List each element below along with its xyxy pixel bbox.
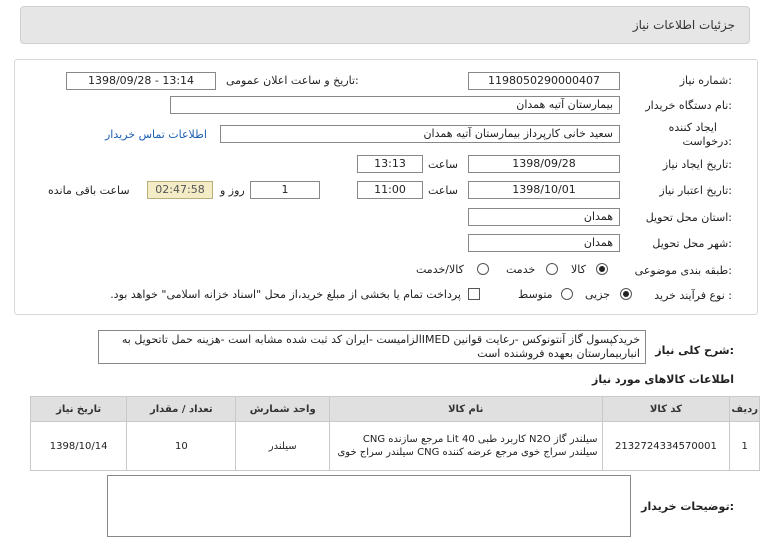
city-label: شهر محل تحویل: — [652, 237, 732, 250]
remaining-time-field: 02:47:58 — [147, 181, 213, 199]
buyer-notes-box — [107, 475, 631, 537]
category-goods-label: کالا — [571, 263, 586, 276]
row-unit: سیلندر — [236, 422, 330, 471]
validity-date-field: 1398/10/01 — [468, 181, 620, 199]
category-service-radio[interactable] — [546, 263, 558, 275]
days-field: 1 — [250, 181, 320, 199]
province-field: همدان — [468, 208, 620, 226]
purchase-medium-label: متوسط — [518, 288, 553, 301]
purchase-minor-label: جزیی — [585, 288, 611, 301]
need-number-label: شماره نیاز: — [679, 74, 732, 87]
category-goods-radio[interactable] — [596, 263, 608, 275]
category-goods-service-radio[interactable] — [477, 263, 489, 275]
purchase-minor-radio[interactable] — [620, 288, 632, 300]
buyer-notes-label: توضیحات خریدار: — [641, 500, 734, 513]
row-quantity: 10 — [127, 422, 236, 471]
header-quantity: تعداد / مقدار — [127, 397, 236, 422]
city-field: همدان — [468, 234, 620, 252]
goods-table-header — [31, 397, 760, 422]
purchase-medium-radio[interactable] — [561, 288, 573, 300]
buyer-org-label: نام دستگاه خریدار: — [645, 99, 732, 112]
category-service-label: خدمت — [506, 263, 536, 276]
created-date-field: 1398/09/28 — [468, 155, 620, 173]
header-need-date: تاریخ نیاز — [31, 397, 127, 422]
announce-field: 1398/09/28 - 13:14 — [66, 72, 216, 90]
creator-label-line1: ایجاد کننده — [668, 121, 717, 134]
province-label: استان محل تحویل: — [645, 211, 732, 224]
description-text: خریدکپسول گاز آنتونوکس -رعایت قوانین IMEDالزامیست -ایران کد ثبت شده مشابه است -هزینه حمل تاتحویل به انباربیمارستان بعهده فروشنده است — [98, 330, 646, 364]
validity-date-label: تاریخ اعتبار نیاز: — [659, 184, 732, 197]
goods-section-title: اطلاعات کالاهای مورد نیاز — [592, 373, 734, 386]
remaining-time-label: ساعت باقی مانده — [48, 184, 130, 197]
row-need-date: 1398/10/14 — [31, 422, 127, 471]
need-number-field: 1198050290000407 — [468, 72, 620, 90]
row-goods-name: سیلندر گاز N2O کاربرد طبی 40 Lit مرجع سازنده CNG سیلندر سراج خوی مرجع عرضه کننده CNG سیلندر سراج خوی — [329, 422, 602, 471]
validity-time-label: ساعت — [428, 184, 458, 197]
announce-label: تاریخ و ساعت اعلان عمومی: — [226, 74, 359, 87]
header-unit: واحد شمارش — [236, 397, 330, 422]
header-row-index: ردیف — [730, 397, 760, 422]
treasury-payment-checkbox[interactable] — [468, 288, 480, 300]
buyer-org-field: بیمارستان آتیه همدان — [170, 96, 620, 114]
page-header — [20, 6, 750, 44]
table-row — [31, 422, 760, 471]
created-date-label: تاریخ ایجاد نیاز: — [662, 158, 732, 171]
creator-field: سعید خانی کارپرداز بیمارستان آتیه همدان — [220, 125, 620, 143]
category-label: طبقه بندی موضوعی: — [634, 264, 732, 277]
header-goods-code: کد کالا — [602, 397, 730, 422]
category-goods-service-label: کالا/خدمت — [416, 263, 464, 276]
row-index: 1 — [730, 422, 760, 471]
created-time-field: 13:13 — [357, 155, 423, 173]
page-title: جزئیات اطلاعات نیاز — [632, 18, 735, 32]
creator-label-line2: درخواست: — [682, 135, 732, 148]
treasury-payment-note: پرداخت تمام یا بخشی از مبلغ خرید،از محل "اسناد خزانه اسلامی" خواهد بود. — [110, 288, 461, 301]
header-goods-name: نام کالا — [329, 397, 602, 422]
created-time-label: ساعت — [428, 158, 458, 171]
contact-info-link[interactable]: اطلاعات تماس خریدار — [105, 128, 207, 141]
validity-time-field: 11:00 — [357, 181, 423, 199]
days-label: روز و — [220, 184, 245, 197]
description-label: شرح کلی نیاز: — [655, 344, 734, 357]
goods-table — [30, 396, 760, 471]
row-goods-code: 2132724334570001 — [602, 422, 730, 471]
purchase-type-label: نوع فرآیند خرید : — [654, 289, 732, 302]
